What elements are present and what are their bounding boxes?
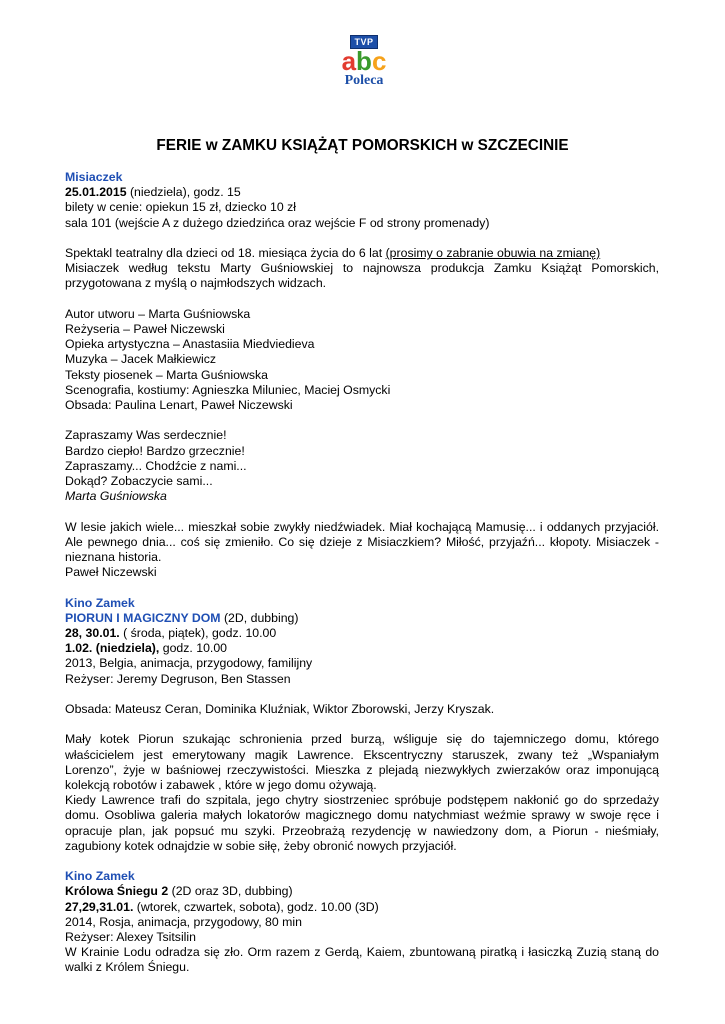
credit-line: Obsada: Paulina Lenart, Paweł Niczewski: [65, 398, 293, 413]
poem-line: Zapraszamy Was serdecznie!: [65, 428, 227, 443]
document-body: [65, 170, 659, 976]
description-cont: Misiaczek według tekstu Marty Guśniowskiej to najnowsza produkcja Zamku Książąt Pomorskich, przygotowana z myślą o najmłodszych widzach.: [65, 261, 659, 291]
shoe-notice: (prosimy o zabranie obuwia na zmianę): [385, 246, 601, 260]
page-title: FERIE w ZAMKU KSIĄŻĄT POMORSKICH w SZCZECINIE: [156, 137, 569, 154]
poem-line: Dokąd? Zobaczycie sami...: [65, 474, 213, 489]
tvp-badge: TVP: [350, 35, 377, 49]
screening-date: [65, 626, 659, 641]
film-synopsis: Kiedy Lawrence trafi do szpitala, jego chytry siostrzeniec spróbuje podstępem nakłonić go do sprzedaży domu. Osobliwa galeria małych lokatorów magicznego domu natychmiast weźmie sprawy w swoje ręce i opracuje plan, jak popsuć mu szyki. Przeobrażą rezydencję w nawiedzony dom, a Piorun - nieśmiały, zagubiony kotek odnajdzie w sobie siłę, żeby obronić nowych przyjaciół.: [65, 793, 659, 853]
film-synopsis: Mały kotek Piorun szukając schronienia przed burzą, wśliguje się do tajemniczego domu, którego właścicielem jest emerytowany magik Lawrence. Ekscentryczny staruszek, zwany też „Wspaniałym Lorenzo”, żyje w baśniowej rzeczywistości. Mieszka z plejadą niezwykłych zwierzaków oraz imponującą kolekcją robotów i zabawek , które w jego domu ożywają.: [65, 732, 659, 793]
credit-line: Muzyka – Jacek Małkiewicz: [65, 352, 217, 367]
logo-letter-b: b: [356, 46, 372, 76]
invitation-poem: [65, 428, 659, 504]
film-synopsis: W Krainie Lodu odradza się zło. Orm razem z Gerdą, Kaiem, zbuntowaną piratką i łasiczką Zuzią staną do walki z Królem Śniegu.: [65, 945, 659, 975]
poem-line: Zapraszamy... Chodźcie z nami...: [65, 458, 247, 473]
date-rest: ( środa, piątek), godz. 10.00: [119, 626, 277, 641]
film-director: Reżyser: Alexey Tsitsilin: [65, 930, 196, 945]
section-misiaczek: [65, 170, 659, 580]
film-info: 2014, Rosja, animacja, przygodowy, 80 min: [65, 914, 302, 929]
section-heading: Misiaczek: [65, 170, 123, 184]
description-start: Spektakl teatralny dla dzieci od 18. miesiąca życia do 6 lat: [65, 246, 386, 260]
section-krolowa-sniegu: [65, 869, 659, 975]
event-date: [65, 185, 659, 200]
film-cast: Obsada: Mateusz Ceran, Dominika Kluźniak, Wiktor Zborowski, Jerzy Kryszak.: [65, 702, 495, 717]
date-bold: 27,29,31.01.: [65, 899, 134, 914]
film-title-line: [65, 611, 659, 626]
screening-date: [65, 900, 659, 915]
film-director: Reżyser: Jeremy Degruson, Ben Stassen: [65, 671, 291, 686]
film-title: PIORUN I MAGICZNY DOM: [65, 610, 221, 625]
date-bold: 28, 30.01.: [65, 626, 120, 641]
credit-line: Opieka artystyczna – Anastasiia Miedviedieva: [65, 337, 315, 352]
story-text: W lesie jakich wiele... mieszkał sobie zwykły niedźwiadek. Miał kochającą Mamusię... i oddanych przyjaciół. Ale pewnego dnia... coś się zmieniło. Co się dzieje z Misiaczkiem? Miłość, przyjaźń... kłopoty. Misiaczek - nieznana historia.: [65, 519, 659, 565]
section-heading: Kino Zamek: [65, 595, 135, 610]
credit-line: Teksty piosenek – Marta Guśniowska: [65, 367, 268, 382]
logo-letter-a: a: [341, 46, 357, 76]
film-info: 2013, Belgia, animacja, przygodowy, familijny: [65, 656, 313, 671]
section-heading: Kino Zamek: [65, 869, 135, 884]
tvp-abc-logo: [334, 34, 394, 89]
story-author: Paweł Niczewski: [65, 565, 157, 580]
film-format: (2D oraz 3D, dubbing): [168, 884, 293, 899]
credits-list: [65, 307, 659, 413]
screening-date: [65, 641, 659, 656]
date-bold: 1.02. (niedziela),: [65, 641, 160, 656]
credit-line: Scenografia, kostiumy: Agnieszka Miluniec, Maciej Osmycki: [65, 382, 391, 397]
credit-line: Autor utworu – Marta Guśniowska: [65, 306, 251, 321]
film-format: (2D, dubbing): [220, 610, 299, 625]
ticket-prices: bilety w cenie: opiekun 15 zł, dziecko 10 zł: [65, 200, 297, 215]
film-title: Królowa Śniegu 2: [65, 884, 169, 899]
poem-line: Bardzo ciepło! Bardzo grzecznie!: [65, 443, 245, 458]
date-rest: (wtorek, czwartek, sobota), godz. 10.00 (3D): [133, 899, 379, 914]
date-rest: (niedziela), godz. 15: [126, 185, 241, 200]
venue-room: sala 101 (wejście A z dużego dziedzińca oraz wejście F od strony promenady): [65, 215, 490, 230]
date-rest: godz. 10.00: [159, 641, 227, 656]
poem-author: Marta Guśniowska: [65, 489, 167, 504]
logo-tagline: Poleca: [344, 73, 384, 88]
abc-wordmark: [334, 46, 394, 76]
section-piorun: [65, 596, 659, 854]
show-description: [65, 246, 659, 292]
credit-line: Reżyseria – Paweł Niczewski: [65, 322, 225, 336]
logo-letter-c: c: [371, 46, 387, 76]
film-title-line: [65, 884, 659, 899]
date-bold: 25.01.2015: [65, 185, 127, 200]
